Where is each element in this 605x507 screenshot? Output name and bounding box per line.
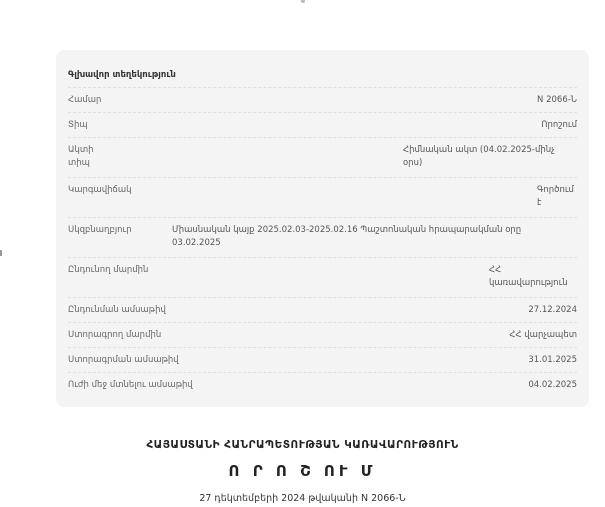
row-label: Ընդունման ամսաթիվ <box>68 305 166 315</box>
row-value: N 2066-Ն <box>537 95 577 105</box>
info-row-status <box>68 178 577 218</box>
row-value: Գործում է <box>537 185 574 208</box>
info-row-signing-body <box>68 323 577 348</box>
row-value: ՀՀ վարչապետ <box>509 330 577 340</box>
info-row-adopting-body <box>68 258 577 298</box>
info-row-signing-date <box>68 348 577 373</box>
document-type-heading: Ո Ր Ո Շ ՈՒ Մ <box>228 462 377 480</box>
row-label: Ստորագրող մարմին <box>68 330 162 340</box>
row-label: Ուժի մեջ մտնելու ամսաթիվ <box>68 380 193 390</box>
row-label: Սկզբնաղբյուր <box>68 225 132 235</box>
government-heading: ՀԱՅԱՍՏԱՆԻ ՀԱՆՐԱՊԵՏՈՒԹՅԱՆ ԿԱՌԱՎԱՐՈՒԹՅՈՒՆ <box>146 439 459 451</box>
info-row-type <box>68 113 577 138</box>
row-value: 31.01.2025 <box>528 355 577 365</box>
row-value: ՀՀ կառավարություն <box>489 265 568 288</box>
row-value: Միասնական կայք 2025.02.03-2025.02.16 Պաշտոնական հրապարակման օրը 03.02.2025 <box>172 225 522 248</box>
row-label: Տիպ <box>68 120 88 130</box>
info-row-adoption-date <box>68 298 577 323</box>
info-row-effective-date <box>68 373 577 398</box>
info-row-source <box>68 218 577 258</box>
page-edge-fragment <box>0 250 5 256</box>
row-label: Կարգավիճակ <box>68 185 132 195</box>
page-edge-fragment <box>301 0 305 3</box>
row-label: Ընդունող մարմին <box>68 265 149 275</box>
document-date-line: 27 դեկտեմբերի 2024 թվականի N 2066-Ն <box>199 493 406 504</box>
info-row-act-type <box>68 138 577 178</box>
row-value: 27.12.2024 <box>528 305 577 315</box>
row-label: Համար <box>68 95 102 105</box>
general-info-card <box>56 50 589 407</box>
row-label: Ակտի տիպ <box>68 145 94 168</box>
row-label: Ստորագրման ամսաթիվ <box>68 355 179 365</box>
card-title: Գլխավոր տեղեկություն <box>68 68 577 88</box>
row-value: 04.02.2025 <box>528 380 577 390</box>
row-value: Որոշում <box>541 120 577 130</box>
info-row-number <box>68 88 577 113</box>
row-value: Հիմնական ակտ (04.02.2025-մինչ օրս) <box>403 145 555 168</box>
